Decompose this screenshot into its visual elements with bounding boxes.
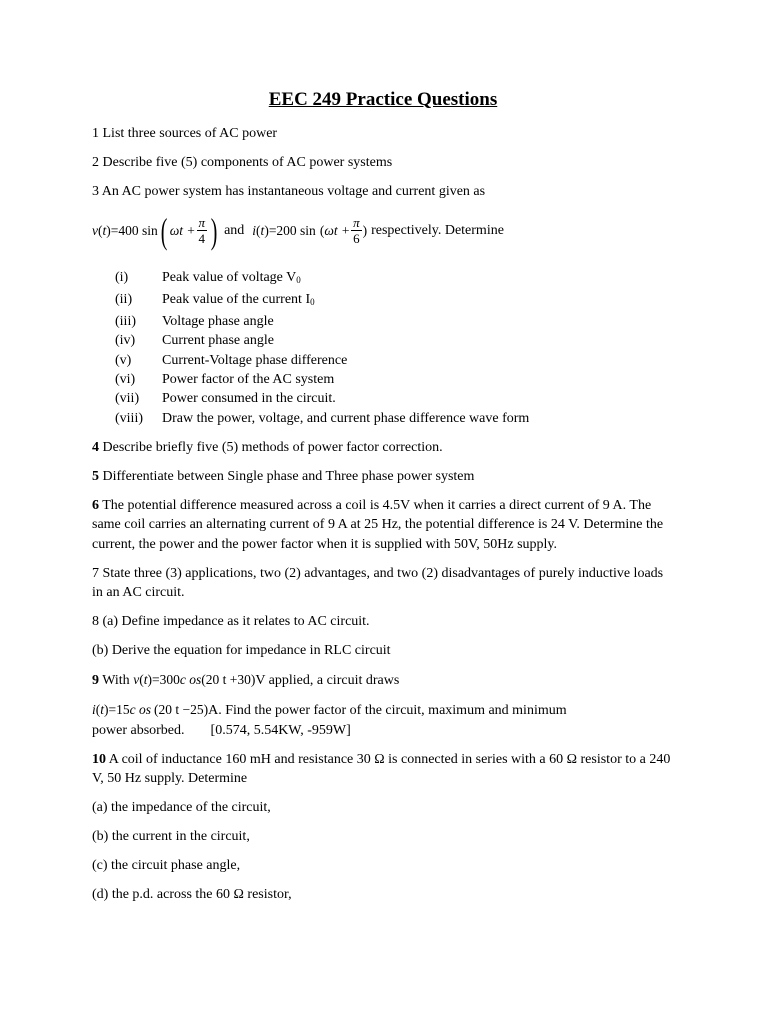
list-item: (iii) Voltage phase angle xyxy=(115,314,274,330)
list-item: (viii) Draw the power, voltage, and current phase difference wave form xyxy=(115,410,530,426)
question-6: 6 The potential difference measured across a coil is 4.5V when it carries a direct current of 9 A. The same coil carries an alternating current of 9 A at 25 Hz, the potential difference is 24 V. Determine the current, the power and the power factor when it is supplied with 50V, 50Hz supply. xyxy=(92,497,664,552)
question-3-list xyxy=(115,268,674,428)
list-item: (vii) Power consumed in the circuit. xyxy=(115,391,336,407)
list-item: (ii) Peak value of the current $I_0$ xyxy=(115,291,315,307)
list-item: (i) Peak value of voltage $V_0$ xyxy=(115,269,301,285)
pi-over-6: $\frac{\pi}{6}$ xyxy=(353,215,360,246)
question-10-part-a: (a) the impedance of the circuit, xyxy=(92,800,271,816)
question-10-part-c: (c) the circuit phase angle, xyxy=(92,858,241,874)
question-4: 4 Describe briefly five (5) methods of power factor correction. xyxy=(92,439,443,455)
list-item: (v) Current-Voltage phase difference xyxy=(115,352,348,368)
question-10-part-b: (b) the current in the circuit, xyxy=(92,829,250,845)
pi-over-4: $\frac{\pi}{4}$ xyxy=(198,215,206,246)
question-10-part-d: (d) the p.d. across the 60 Ω resistor, xyxy=(92,887,292,903)
question-3-intro: 3 An AC power system has instantaneous voltage and current given as xyxy=(92,184,486,199)
question-3-equation: v ( t ) =400 sin ( ωt + $\frac{\pi}{4}$ ) and i ( t ) =200 sin ( ωt + $\frac{\pi}{6}$ ) respectively. Determine xyxy=(92,210,504,251)
document-page xyxy=(92,88,674,914)
question-9-line2: i(t)=15c os (20 t −25)A. Find the power factor of the circuit, maximum and minimum xyxy=(92,702,567,719)
list-item: (iv) Current phase angle xyxy=(115,333,274,349)
question-7: 7 State three (3) applications, two (2) advantages, and two (2) disadvantages of purely inductive loads in an AC circuit. xyxy=(92,565,664,601)
question-9-line3: power absorbed. [0.574, 5.54KW, -959W] xyxy=(92,722,351,738)
question-8b: (b) Derive the equation for impedance in RLC circuit xyxy=(92,643,391,659)
list-item: (vi) Power factor of the AC system xyxy=(115,371,335,387)
question-1: 1 List three sources of AC power xyxy=(92,126,278,141)
question-5: 5 Differentiate between Single phase and Three phase power system xyxy=(92,468,475,484)
question-10: 10 A coil of inductance 160 mH and resistance 30 Ω is connected in series with a 60 Ω resistor to a 240 V, 50 Hz supply. Determine xyxy=(92,751,671,787)
page-title: EEC 249 Practice Questions xyxy=(268,89,498,110)
question-9-line1: 9 With v(t)=300c os(20 t +30)V applied, a circuit draws xyxy=(92,672,400,689)
question-2: 2 Describe five (5) components of AC power systems xyxy=(92,155,393,170)
question-8a: 8 (a) Define impedance as it relates to AC circuit. xyxy=(92,614,370,630)
answer-key: [0.574, 5.54KW, -959W] xyxy=(210,722,351,738)
